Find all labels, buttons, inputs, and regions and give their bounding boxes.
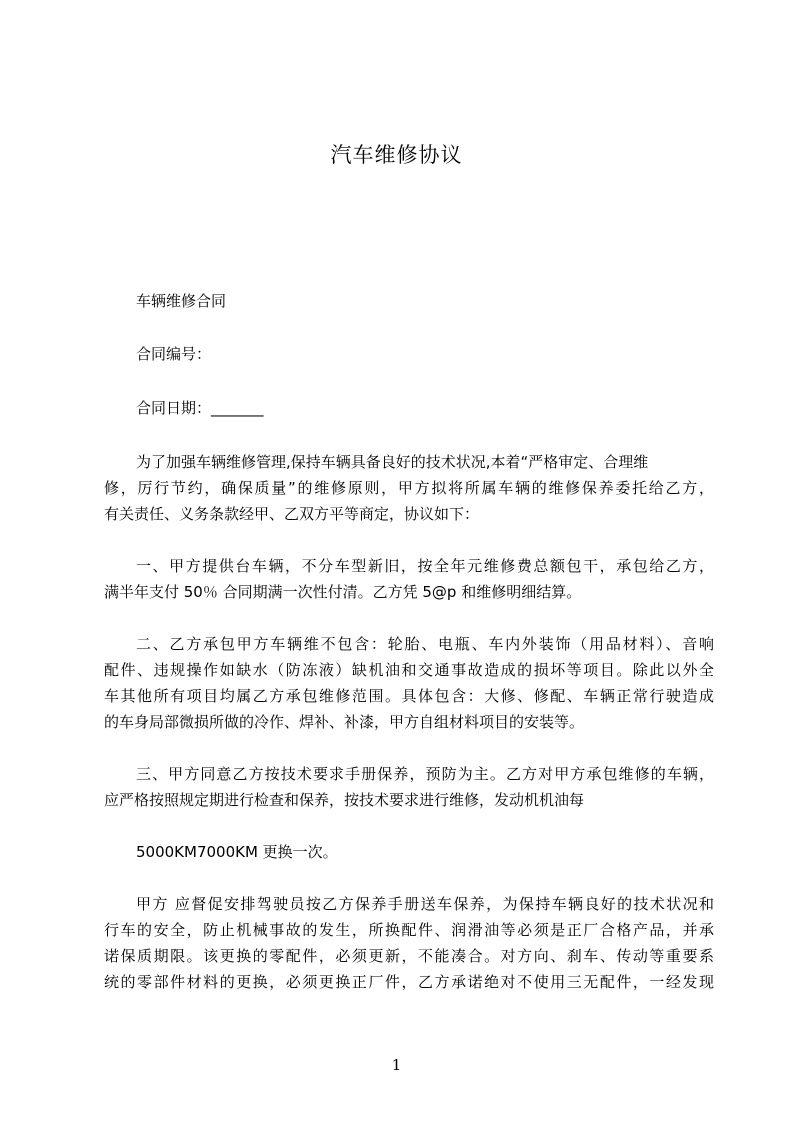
clause-2-line-4: 的车身局部微损所做的冷作、焊补、补漆，甲方自组材料项目的安装等。	[104, 713, 585, 731]
clause-4-line-1: 甲方 应督促安排驾驶员按乙方保养手册送车保养，为保持车辆良好的技术状况和	[136, 895, 714, 913]
clause-1-line-1: 一、甲方提供台车辆，不分车型新旧，按全年元维修费总额包干，承包给乙方，	[136, 557, 714, 575]
contract-name: 车辆维修合同	[136, 292, 227, 310]
intro-line-2: 修，厉行节约，确保质量”的维修原则，甲方拟将所属车辆的维修保养委托给乙方，	[104, 479, 714, 497]
clause-3-line-2: 应严格按照规定期进行检查和保养，按技术要求进行维修，发动机机油每	[104, 791, 585, 809]
clause-4-line-2: 行车的安全，防止机械事故的发生，所换配件、润滑油等必须是正厂合格产品，并承	[104, 921, 714, 939]
clause-2-line-3: 车其他所有项目均属乙方承包维修范围。具体包含：大修、修配、车辆正常行驶造成	[104, 687, 714, 705]
clause-1-line-2: 满半年支付 50％ 合同期满一次性付清。乙方凭 5@p 和维修明细结算。	[104, 583, 582, 601]
clause-3-line-1: 三、甲方同意乙方按技术要求手册保养，预防为主。乙方对甲方承包维修的车辆，	[136, 765, 714, 783]
clause-3-line-3: 5000KM7000KM 更换一次。	[136, 843, 338, 861]
clause-2-line-2: 配件、违规操作如缺水（防冻液）缺机油和交通事故造成的损坏等项目。除此以外全	[104, 661, 714, 679]
page-number: 1	[391, 1056, 402, 1074]
intro-line-3: 有关责任、义务条款经甲、乙双方平等商定，协议如下：	[104, 505, 480, 523]
intro-line-1: 为了加强车辆维修管理,保持车辆具备良好的技术状况,本着“严格审定、合理维	[136, 453, 649, 471]
clause-4-line-4: 统的零部件材料的更换，必须更换正厂件，乙方承诺绝对不使用三无配件，一经发现	[104, 973, 714, 991]
clause-4-line-3: 诺保质期限。该更换的零配件，必须更新，不能凑合。对方向、刹车、传动等重要系	[104, 947, 714, 965]
contract-number-label: 合同编号：	[136, 345, 212, 363]
clause-2-line-1: 二、乙方承包甲方车辆维不包含：轮胎、电瓶、车内外装饰（用品材料）、音响	[136, 635, 714, 653]
contract-date-label: 合同日期：_______	[136, 399, 264, 417]
document-title: 汽车维修协议	[330, 143, 463, 167]
